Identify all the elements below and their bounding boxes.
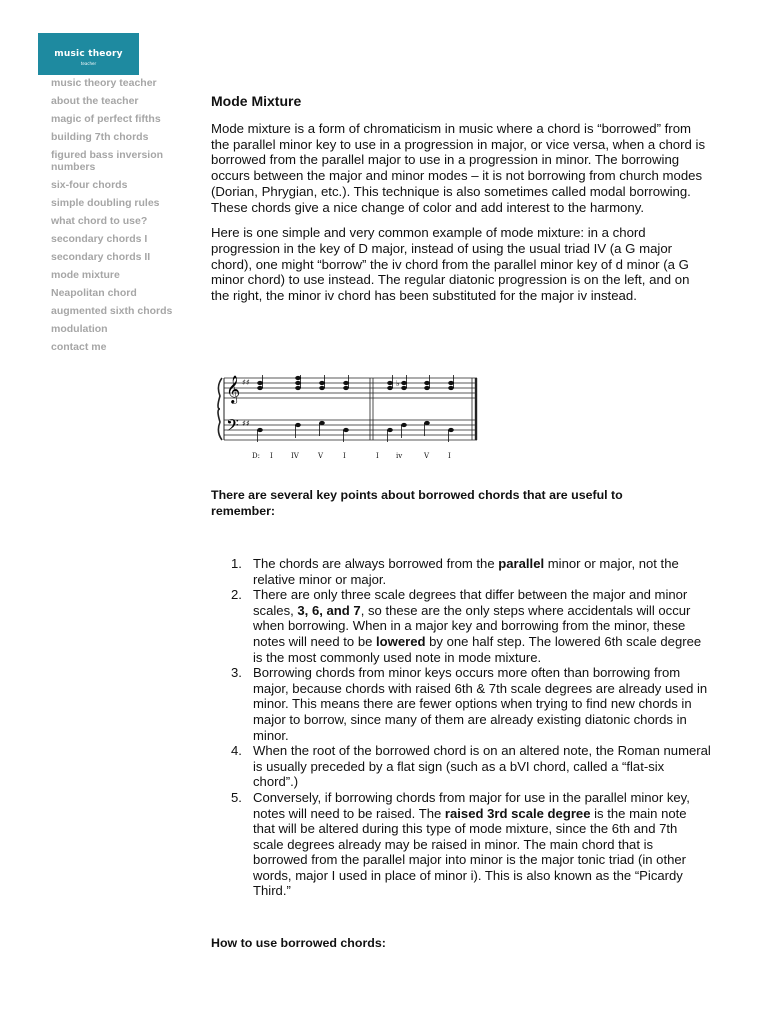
list-number: 2.	[231, 587, 242, 603]
score-key-label: D:	[252, 452, 260, 460]
list-text: Borrowing chords from minor keys occurs more often than borrowing from major, because chords with raised 6th & 7th scale degrees are already used in minor. This means there are fewer options when trying to find new chords in major to borrow, since many of them are already existing diatonic chords in minor.	[253, 665, 708, 743]
page-title: Mode Mixture	[211, 93, 302, 109]
list-item	[231, 790, 711, 899]
list-item	[231, 556, 711, 587]
list-number: 5.	[231, 789, 242, 805]
emphasis-text: 3, 6, and 7	[297, 602, 361, 618]
list-item	[231, 587, 711, 665]
flat-accidental: ♭	[396, 379, 400, 388]
nav-link-contact-me[interactable]: contact me	[51, 341, 107, 353]
list-number: 1.	[231, 556, 242, 571]
nav-link-music-theory-teacher[interactable]: music theory teacher	[51, 77, 157, 89]
numeral-5: I	[376, 452, 379, 460]
list-text: minor or major, not the relative minor or major.	[253, 556, 679, 587]
treble-stems	[263, 375, 454, 388]
numeral-2: IV	[291, 452, 299, 460]
how-to-use-heading: How to use borrowed chords:	[211, 936, 386, 950]
nav-link-magic-of-perfect-fifths[interactable]: magic of perfect fifths	[51, 113, 161, 125]
key-signature-sharps: ♯♯	[242, 378, 250, 387]
list-text: When the root of the borrowed chord is on an altered note, the Roman numeral is usually preceded by a flat sign (such as a bVI chord, called a “flat-six chord”.)	[253, 743, 711, 790]
list-text: by one half step. The lowered 6th scale degree is the most commonly used note in mode mixture.	[253, 633, 702, 665]
nav-link-neapolitan-chord[interactable]: Neapolitan chord	[51, 287, 137, 299]
list-text: is the main note that will be altered during this type of mode mixture, since the 6th and 7th scale degrees already may be raised in minor. The main chord that is borrowed from the parallel major into minor is the major tonic triad (in other words, major I used in place of minor i). This is also known as the “Picardy Third.”	[253, 805, 687, 899]
nav-link-building-7th-chords[interactable]: building 7th chords	[51, 131, 149, 143]
music-score-example	[214, 372, 480, 464]
nav-link-figured-bass-inversion-numbers[interactable]: figured bass inversion numbers	[51, 149, 164, 173]
key-points-heading: There are several key points about borrowed chords that are useful to remember:	[211, 488, 623, 518]
emphasis-text: lowered	[376, 633, 426, 649]
nav-link-secondary-chords-ii[interactable]: secondary chords II	[51, 251, 151, 263]
intro-paragraph: Mode mixture is a form of chromaticism in music where a chord is “borrowed” from the parallel minor key to use in a progression in major, or vice versa, when a chord is borrowed from the parallel major to use in a progression in minor. The borrowing occurs between the major and minor modes – it is not borrowing from church modes (Dorian, Phrygian, etc.). This technique is also sometimes called modal borrowing. These chords give a nice change of color and add interest to the harmony.	[211, 121, 706, 215]
nav-link-mode-mixture[interactable]: mode mixture	[51, 269, 120, 281]
site-logo[interactable]	[38, 33, 139, 75]
sidebar-nav	[51, 77, 191, 359]
nav-link-augmented-sixth-chords[interactable]: augmented sixth chords	[51, 305, 173, 317]
numeral-1: I	[270, 452, 273, 460]
brace	[218, 378, 222, 440]
key-points-list	[231, 556, 711, 899]
list-item	[231, 743, 711, 790]
bass-stems	[257, 423, 448, 442]
article-body	[211, 90, 711, 314]
list-text: There are only three scale degrees that differ between the major and minor scales,	[253, 587, 688, 618]
roman-numerals	[252, 452, 451, 460]
emphasis-text: raised 3rd scale degree	[444, 805, 591, 821]
logo-subtitle: teacher	[80, 61, 97, 66]
emphasis-text: parallel	[498, 556, 545, 571]
nav-link-what-chord-to-use[interactable]: what chord to use?	[51, 215, 148, 227]
list-number: 4.	[231, 743, 242, 759]
treble-clef-icon: 𝄞	[226, 375, 241, 403]
nav-link-simple-doubling-rules[interactable]: simple doubling rules	[51, 197, 160, 209]
nav-link-modulation[interactable]: modulation	[51, 323, 108, 335]
list-text: , so these are the only steps where accidentals will occur when borrowing. When in a major key and borrowing from the minor, these notes will need to be	[253, 602, 691, 649]
numeral-6: iv	[396, 452, 403, 460]
nav-link-about-the-teacher[interactable]: about the teacher	[51, 95, 139, 107]
numeral-8: I	[448, 452, 451, 460]
list-text: The chords are always borrowed from the	[253, 556, 499, 571]
nav-link-secondary-chords-i[interactable]: secondary chords I	[51, 233, 148, 245]
numeral-7: V	[424, 452, 430, 460]
nav-link-six-four-chords[interactable]: six-four chords	[51, 179, 128, 191]
logo-title: music theory	[54, 49, 123, 59]
list-number: 3.	[231, 665, 242, 681]
numeral-3: V	[318, 452, 324, 460]
key-signature-sharps-bass: ♯♯	[242, 419, 250, 428]
list-item	[231, 665, 711, 743]
bass-clef-icon: 𝄢	[226, 415, 239, 439]
numeral-4: I	[343, 452, 346, 460]
list-text: Conversely, if borrowing chords from major for use in the parallel minor key, notes will need to be raised. The	[253, 789, 690, 821]
example-paragraph: Here is one simple and very common example of mode mixture: in a chord progression in the key of D major, instead of using the usual triad IV (a G major chord), one might “borrow” the iv chord from the parallel minor key of d minor (a G minor chord) to use instead. The regular diatonic progression is on the left, and on the right, the minor iv chord has been substituted for the major iv instead.	[211, 225, 690, 304]
